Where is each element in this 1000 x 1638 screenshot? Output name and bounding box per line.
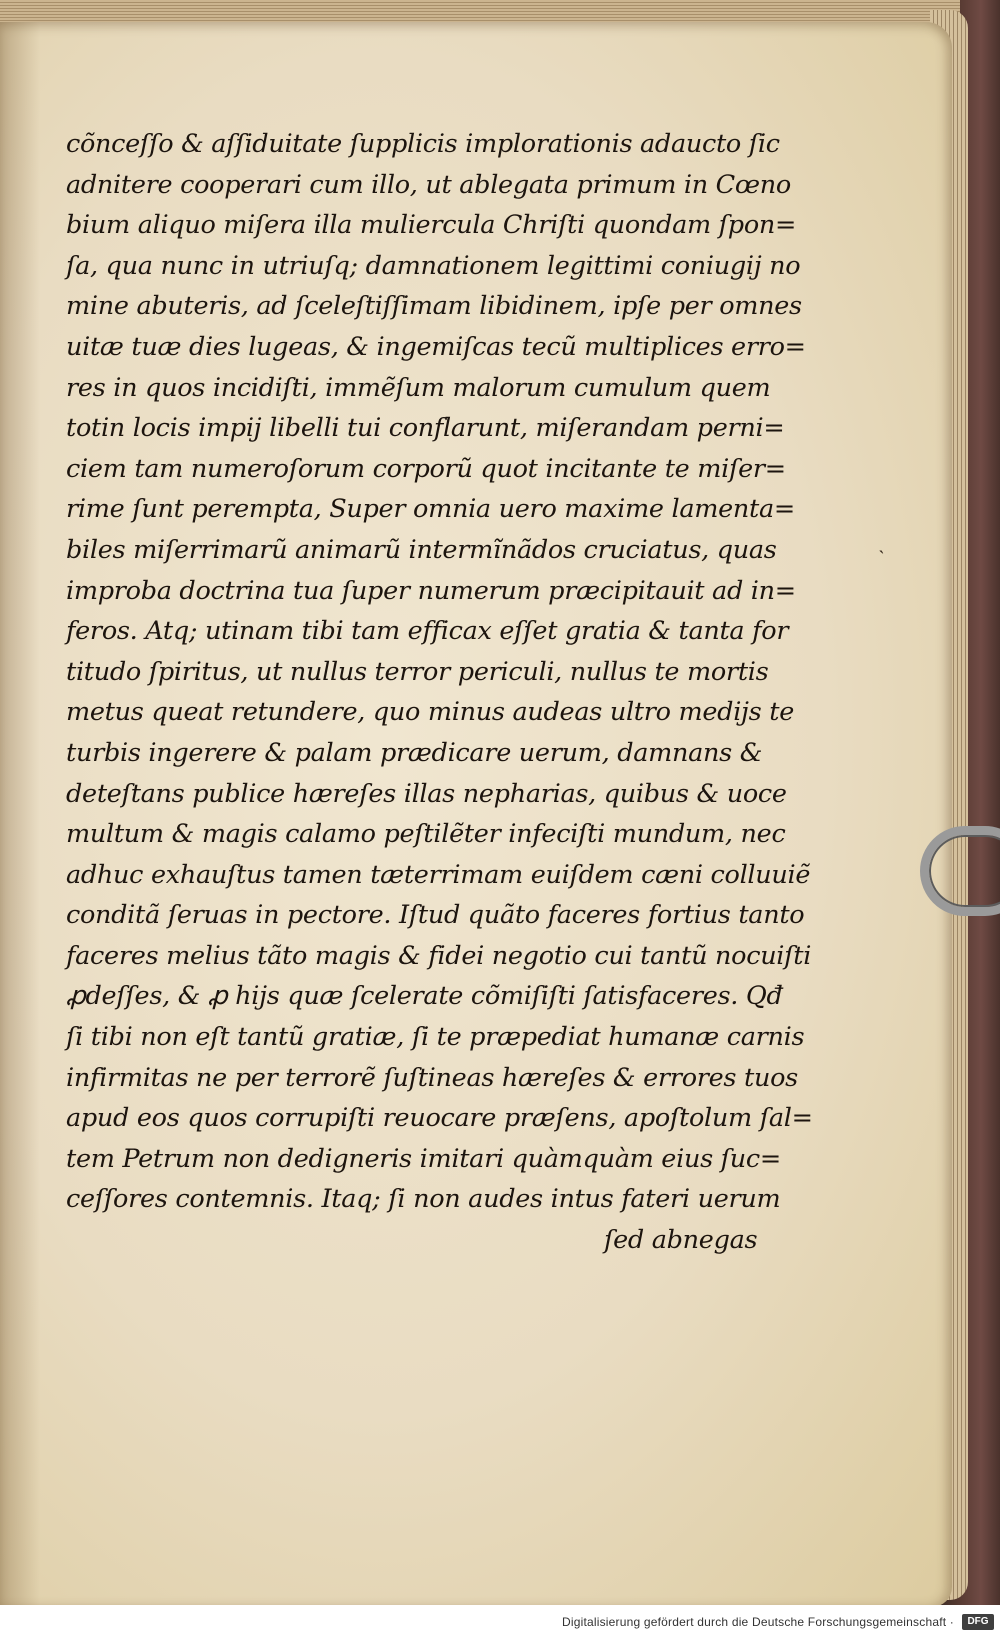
page-clip <box>920 826 1000 916</box>
text-line: adhuc exhauſtus tamen tæterrimam euiſdem cæni colluuiẽ <box>66 859 811 890</box>
text-block <box>66 124 813 1261</box>
text-line: ciem tam numeroſorum corporũ quot incitante te miſer= <box>66 453 786 484</box>
text-line: turbis ingerere & palam prædicare uerum, damnans & <box>66 737 763 768</box>
margin-mark: ˎ <box>878 530 885 554</box>
footer-credit: Digitalisierung gefördert durch die Deutsche Forschungsgemeinschaft · <box>562 1615 954 1629</box>
text-line: deteſtans publice hæreſes illas nepharias, quibus & uoce <box>66 778 787 809</box>
dfg-logo: DFG <box>962 1614 994 1630</box>
text-line: cõnceſſo & aſſiduitate ſupplicis implorationis adaucto ſic <box>66 129 780 159</box>
text-line: feros. Atq; utinam tibi tam efficax eſſet gratia & tanta for <box>66 616 789 647</box>
text-line: biles miſerrimarũ animarũ intermĩnãdos cruciatus, quas <box>66 534 777 565</box>
text-line: adnitere cooperari cum illo, ut ablegata primum in Cœno <box>66 169 791 200</box>
text-line: bium aliquo miſera illa muliercula Chriſti quondam ſpon= <box>66 210 797 241</box>
text-line: tem Petrum non dedigneris imitari quàmquàm eius ſuc= <box>66 1143 781 1174</box>
footer-bar <box>0 1605 1000 1638</box>
text-line: conditã ſeruas in pectore. Iſtud quãto faceres fortius tanto <box>66 900 805 931</box>
text-line: apud eos quos corrupiſti reuocare præſens, apoſtolum ſal= <box>66 1103 813 1134</box>
text-line: uitæ tuæ dies lugeas, & ingemiſcas tecũ multiplices erro= <box>66 331 806 362</box>
text-line: res in quos incidiſti, immẽſum malorum cumulum quem <box>66 372 771 403</box>
text-line: multum & magis calamo peſtilẽter infeciſti mundum, nec <box>66 819 786 850</box>
text-line: rime ſunt perempta, Super omnia uero maxime lamenta= <box>66 494 795 525</box>
text-line: mine abuteris, ad ſceleſtiſſimam libidinem, ipſe per omnes <box>66 291 802 322</box>
text-line: ſa, qua nunc in utriuſq; damnationem legittimi coniugij no <box>66 250 801 281</box>
text-line: infirmitas ne per terrorẽ ſuſtineas hæreſes & errores tuos <box>66 1062 798 1093</box>
gutter-shadow <box>0 22 40 1607</box>
text-line: titudo ſpiritus, ut nullus terror periculi, nullus te mortis <box>66 656 769 687</box>
catchword: ſed abnegas <box>604 1225 758 1256</box>
text-line: faceres melius tãto magis & fidei negotio cui tantũ nocuiſti <box>66 940 812 971</box>
text-line: ſi tibi non eſt tantũ gratiæ, ſi te præpediat humanæ carnis <box>66 1022 805 1053</box>
text-line: ꝓdeſſes, & ꝓ hijs quæ ſcelerate cõmiſiſti ſatisfaceres. Qđ <box>66 981 783 1012</box>
text-line: totin locis impij libelli tui conflarunt, miſerandam perni= <box>66 413 785 444</box>
text-line: ceſſores contemnis. Itaq; ſi non audes intus fateri uerum <box>66 1184 781 1215</box>
text-line: improba doctrina tua ſuper numerum præcipitauit ad in= <box>66 575 796 606</box>
text-line: metus queat retundere, quo minus audeas ultro medijs te <box>66 697 794 728</box>
